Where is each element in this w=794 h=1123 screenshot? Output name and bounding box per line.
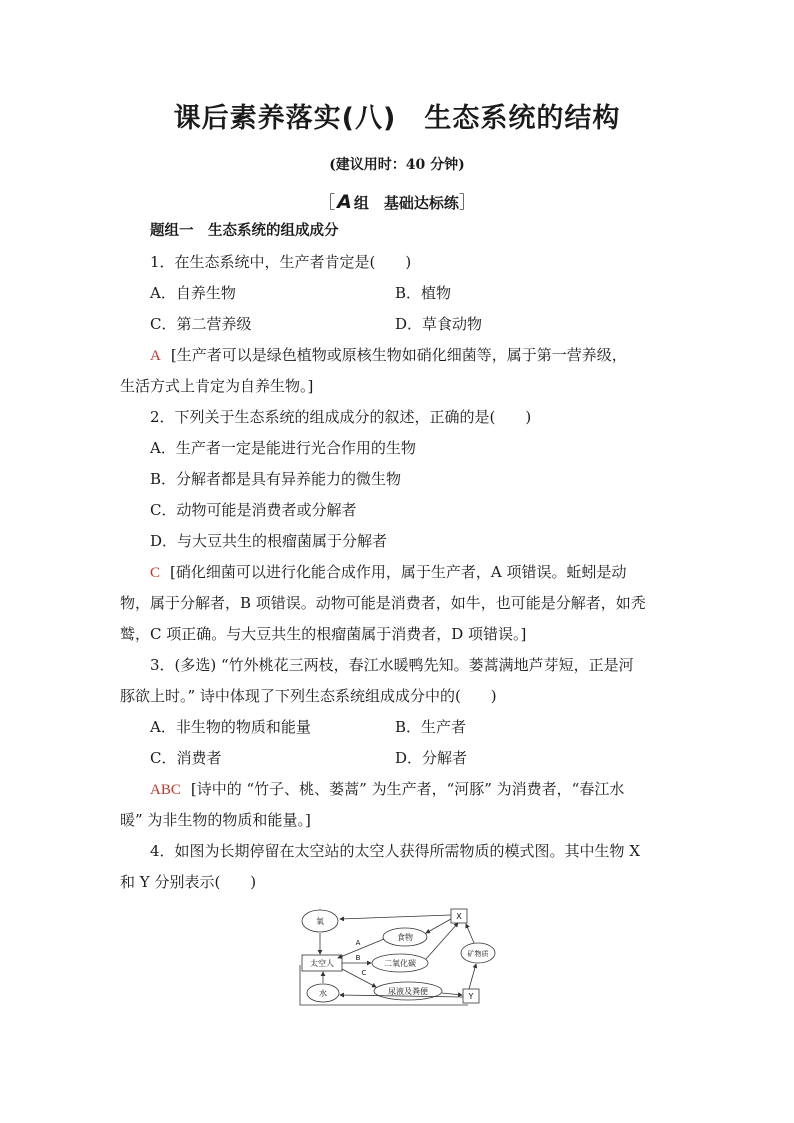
q1-option-b: B．植物 <box>395 284 452 302</box>
q3-option-d: D．分解者 <box>395 749 468 767</box>
label-x: X <box>456 912 462 921</box>
q2-explanation-cont: 物，属于分解者，B 项错误。动物可能是消费者，如牛，也可能是分解者，如秃 <box>120 594 646 612</box>
q2-answer: C <box>150 565 161 581</box>
label-waste: 尿液及粪便 <box>388 987 428 996</box>
label-water: 水 <box>319 989 327 998</box>
suggested-time: (建议用时：40 分钟) <box>329 157 465 173</box>
q3-option-a: A．非生物的物质和能量 <box>150 718 311 736</box>
q3-option-b: B．生产者 <box>395 718 467 736</box>
q4-stem-cont: 和 Y 分别表示( ) <box>120 873 257 891</box>
label-arrow-a: A <box>355 939 361 947</box>
q2-explanation: C [硝化细菌可以进行化能合成作用，属于生产者，A 项错误。蚯蚓是动 <box>150 563 627 581</box>
q3-explanation: ABC [诗中的 “竹子、桃、蒌蒿” 为生产者，“河豚” 为消费者，“春江水 <box>150 780 625 798</box>
q3-answer: ABC <box>150 782 181 798</box>
q2-option-b: B．分解者都是具有异养能力的微生物 <box>150 470 402 488</box>
label-y: Y <box>468 992 474 1001</box>
q2-explanation-cont2: 鹫，C 项正确。与大豆共生的根瘤菌属于消费者，D 项错误。] <box>120 625 527 643</box>
label-arrow-c: C <box>361 969 367 977</box>
label-minerals: 矿物质 <box>467 950 489 958</box>
q1-explanation: A [生产者可以是绿色植物或原核生物如硝化细菌等，属于第一营养级， <box>150 346 627 364</box>
q1-option-a: A．自养生物 <box>150 284 236 302</box>
q1-answer: A <box>150 348 161 364</box>
q3-explanation-cont: 暖” 为非生物的物质和能量。] <box>120 811 311 829</box>
q3-stem-cont: 豚欲上时。” 诗中体现了下列生态系统组成成分中的( ) <box>120 687 497 705</box>
group-heading: ［ A 组 基础达标练］ <box>318 191 476 213</box>
page-title: 课后素养落实(八) 生态系统的结构 <box>173 103 621 134</box>
label-co2: 二氧化碳 <box>384 959 416 968</box>
q4-stem: 4．如图为长期停留在太空站的太空人获得所需物质的模式图。其中生物 X <box>150 842 640 860</box>
label-food: 食物 <box>397 933 413 942</box>
section-title: 题组一 生态系统的组成成分 <box>150 223 339 239</box>
q2-option-a: A．生产者一定是能进行光合作用的生物 <box>150 439 416 457</box>
q2-stem: 2．下列关于生态系统的组成成分的叙述，正确的是( ) <box>150 408 532 426</box>
q1-option-c: C．第二营养级 <box>150 315 252 333</box>
q3-option-c: C．消费者 <box>150 749 222 767</box>
label-astronaut: 太空人 <box>310 959 334 968</box>
material-cycle-diagram <box>298 905 498 1007</box>
q1-stem: 1．在生态系统中，生产者肯定是( ) <box>150 253 412 271</box>
label-arrow-b: B <box>355 954 361 962</box>
q3-stem: 3．(多选) “竹外桃花三两枝，春江水暖鸭先知。蒌蒿满地芦芽短，正是河 <box>150 656 634 674</box>
q1-option-d: D．草食动物 <box>395 315 483 333</box>
q2-option-d: D．与大豆共生的根瘤菌属于分解者 <box>150 532 388 550</box>
q1-explanation-cont: 生活方式上肯定为自养生物。] <box>120 377 314 395</box>
label-oxygen: 氧 <box>316 917 324 926</box>
q2-option-c: C．动物可能是消费者或分解者 <box>150 501 357 519</box>
